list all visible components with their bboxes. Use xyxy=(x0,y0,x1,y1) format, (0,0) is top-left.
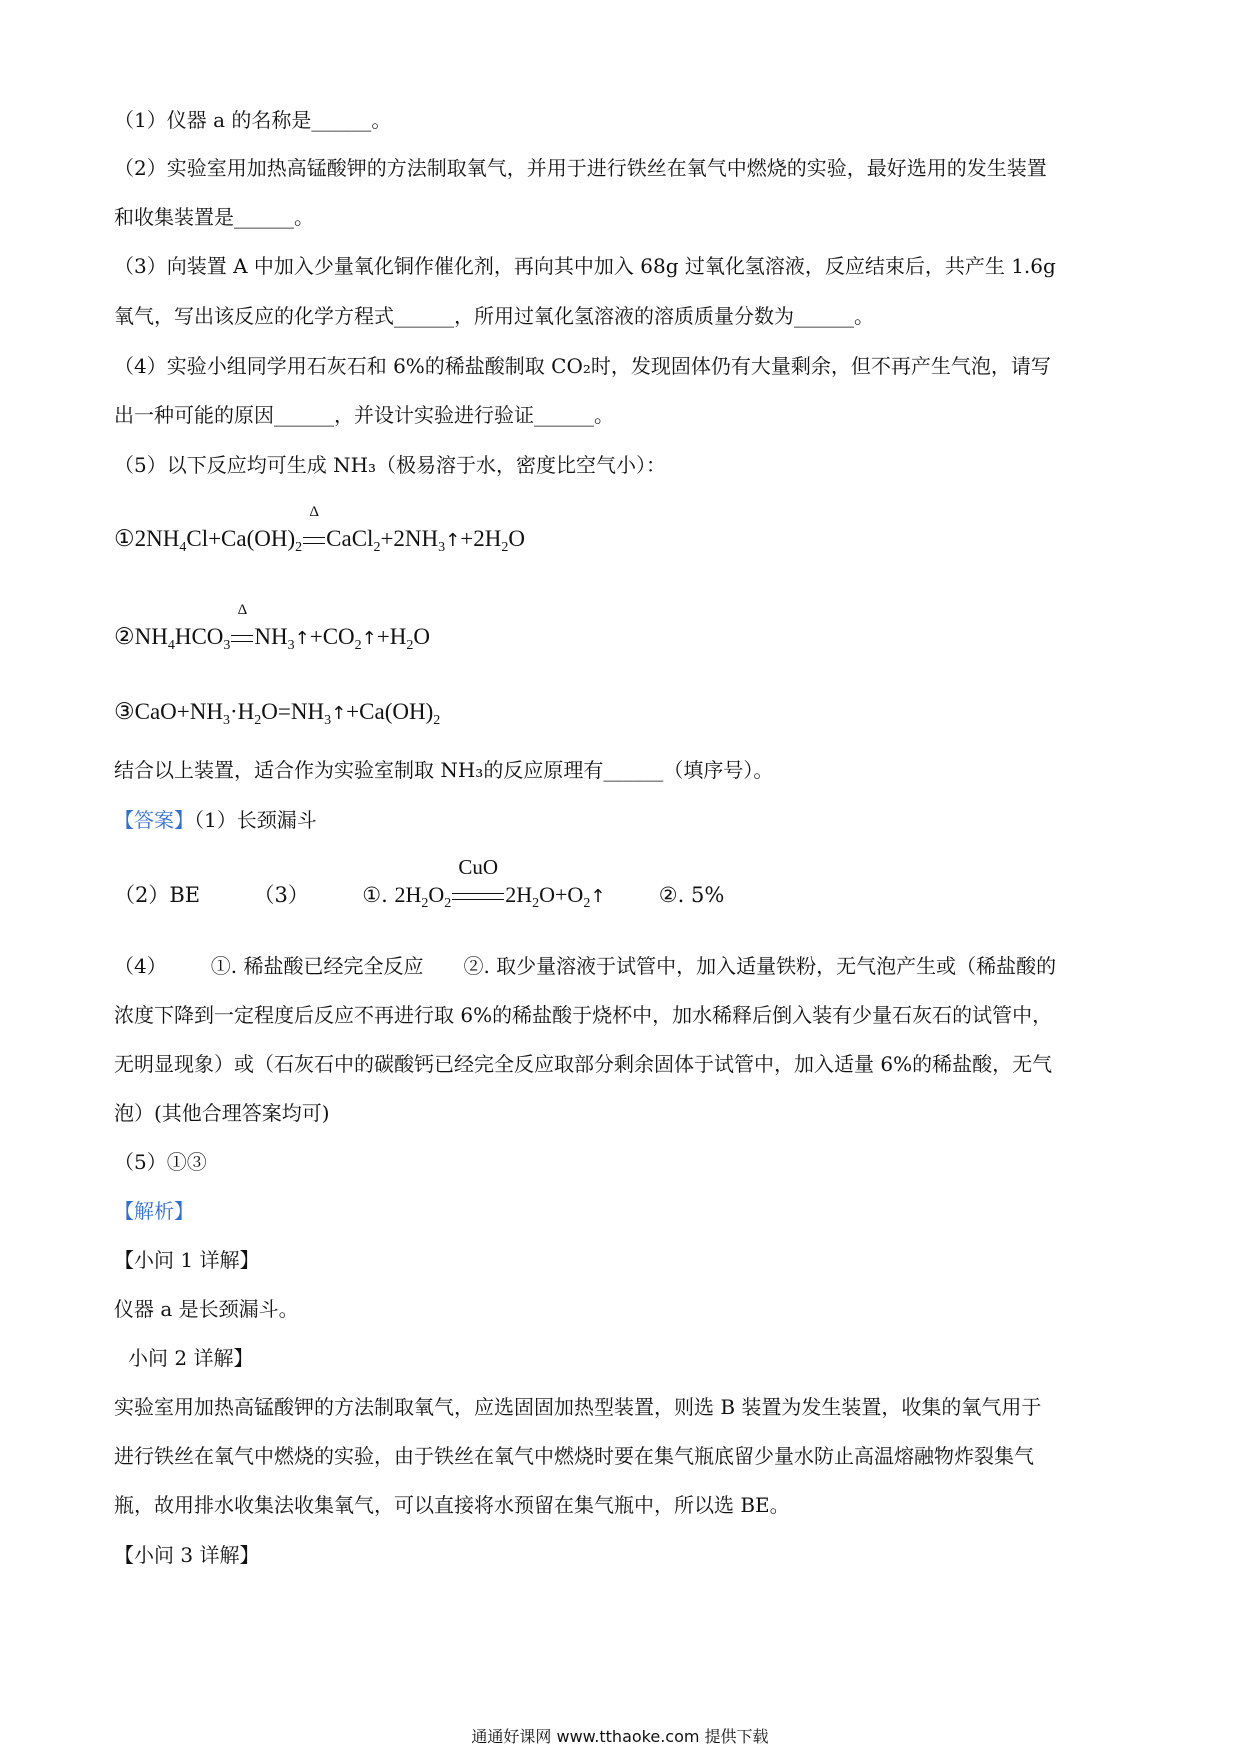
answer-label: 【答案】 xyxy=(114,808,194,832)
answer-4-line-2: 浓度下降到一定程度后反应不再进行取 6%的稀盐酸于烧杯中，加水稀释后倒入装有少量石灰石的试管中， xyxy=(114,1003,1053,1027)
question-5-prompt: 结合以上装置，适合作为实验室制取 NH₃的反应原理有______（填序号）。 xyxy=(114,758,774,782)
question-3-line-1: （3）向装置 A 中加入少量氧化铜作催化剂，再向其中加入 68g 过氧化氢溶液，反应结束后，共产生 1.6g xyxy=(114,254,1056,278)
answer-4-line-4: 泡）(其他合理答案均可) xyxy=(114,1101,330,1125)
answer-3-equation: $2H_2O_2$ CuO $2H_2O+O_2↑$ xyxy=(394,855,606,911)
question-5-intro: （5）以下反应均可生成 NH₃（极易溶于水，密度比空气小）： xyxy=(114,453,667,477)
sub-question-2-line-3: 瓶，故用排水收集法收集氧气，可以直接将水预留在集气瓶中，所以选 BE。 xyxy=(114,1493,790,1517)
answer-line-1: 【答案】（1）长颈漏斗 xyxy=(114,808,317,832)
question-4-line-2: 出一种可能的原因______，并设计实验进行验证______。 xyxy=(114,403,614,427)
heat-condition: Δ xyxy=(231,622,253,652)
heat-condition: Δ xyxy=(303,524,325,554)
sub-question-3-title: 【小问 3 详解】 xyxy=(114,1543,260,1567)
gas-arrow-icon: ↑ xyxy=(590,886,606,907)
question-1: （1）仪器 a 的名称是______。 xyxy=(114,108,392,132)
page-footer: 通通好课网 www.tthaoke.com 提供下载 xyxy=(471,1727,769,1746)
analysis-label: 【解析】 xyxy=(114,1199,194,1223)
equation-2: $②NH_4HCO_3$ Δ $NH_3↑+CO_2↑+H_2O$ xyxy=(114,602,430,653)
catalyst-condition: CuO xyxy=(452,880,504,910)
sub-question-2-line-1: 实验室用加热高锰酸钾的方法制取氧气，应选固固加热型装置，则选 B 装置为发生装置，收集的氧气用于 xyxy=(114,1395,1042,1419)
answer-4-line-3: 无明显现象）或（石灰石中的碳酸钙已经完全反应取部分剩余固体于试管中，加入适量 6%的稀盐酸，无气 xyxy=(114,1052,1053,1076)
gas-arrow-icon: ↑ xyxy=(445,530,461,551)
sub-question-1-text: 仪器 a 是长颈漏斗。 xyxy=(114,1297,299,1321)
equation-3: $③CaO+NH_3\cdot H_2O=NH_3↑+Ca(OH)_2$ xyxy=(114,699,441,728)
answer-4-line-1: （4） ①. 稀盐酸已经完全反应 ②. 取少量溶液于试管中，加入适量铁粉，无气泡产生或（稀盐酸的 xyxy=(114,954,1057,978)
question-4-line-1: （4）实验小组同学用石灰石和 6%的稀盐酸制取 CO₂时，发现固体仍有大量剩余，但不再产生气泡，请写 xyxy=(114,354,1051,378)
gas-arrow-icon: ↑ xyxy=(331,703,347,724)
sub-question-2-line-2: 进行铁丝在氧气中燃烧的实验，由于铁丝在氧气中燃烧时要在集气瓶底留少量水防止高温熔融物炸裂集气 xyxy=(114,1444,1034,1468)
sub-question-1-title: 【小问 1 详解】 xyxy=(114,1248,260,1272)
question-3-line-2: 氧气，写出该反应的化学方程式______，所用过氧化氢溶液的溶质质量分数为______。 xyxy=(114,304,874,328)
question-2-line-2: 和收集装置是______。 xyxy=(114,205,314,229)
sub-question-2-title: 小问 2 详解】 xyxy=(128,1346,254,1370)
equation-1: $①2NH_4Cl+Ca(OH)_2$ Δ $CaCl_2+2NH_3↑+2H_2O$ xyxy=(114,504,525,555)
gas-arrow-icon: ↑ xyxy=(294,628,310,649)
question-2-line-1: （2）实验室用加热高锰酸钾的方法制取氧气，并用于进行铁丝在氧气中燃烧的实验，最好选用的发生装置 xyxy=(114,156,1047,180)
gas-arrow-icon: ↑ xyxy=(361,628,377,649)
answer-5: （5）①③ xyxy=(114,1150,207,1174)
answer-line-2: （2）BE （3） ①. $2H_2O_2$ CuO $2H_2O+O_2↑$ ②. 5% xyxy=(114,880,1134,919)
